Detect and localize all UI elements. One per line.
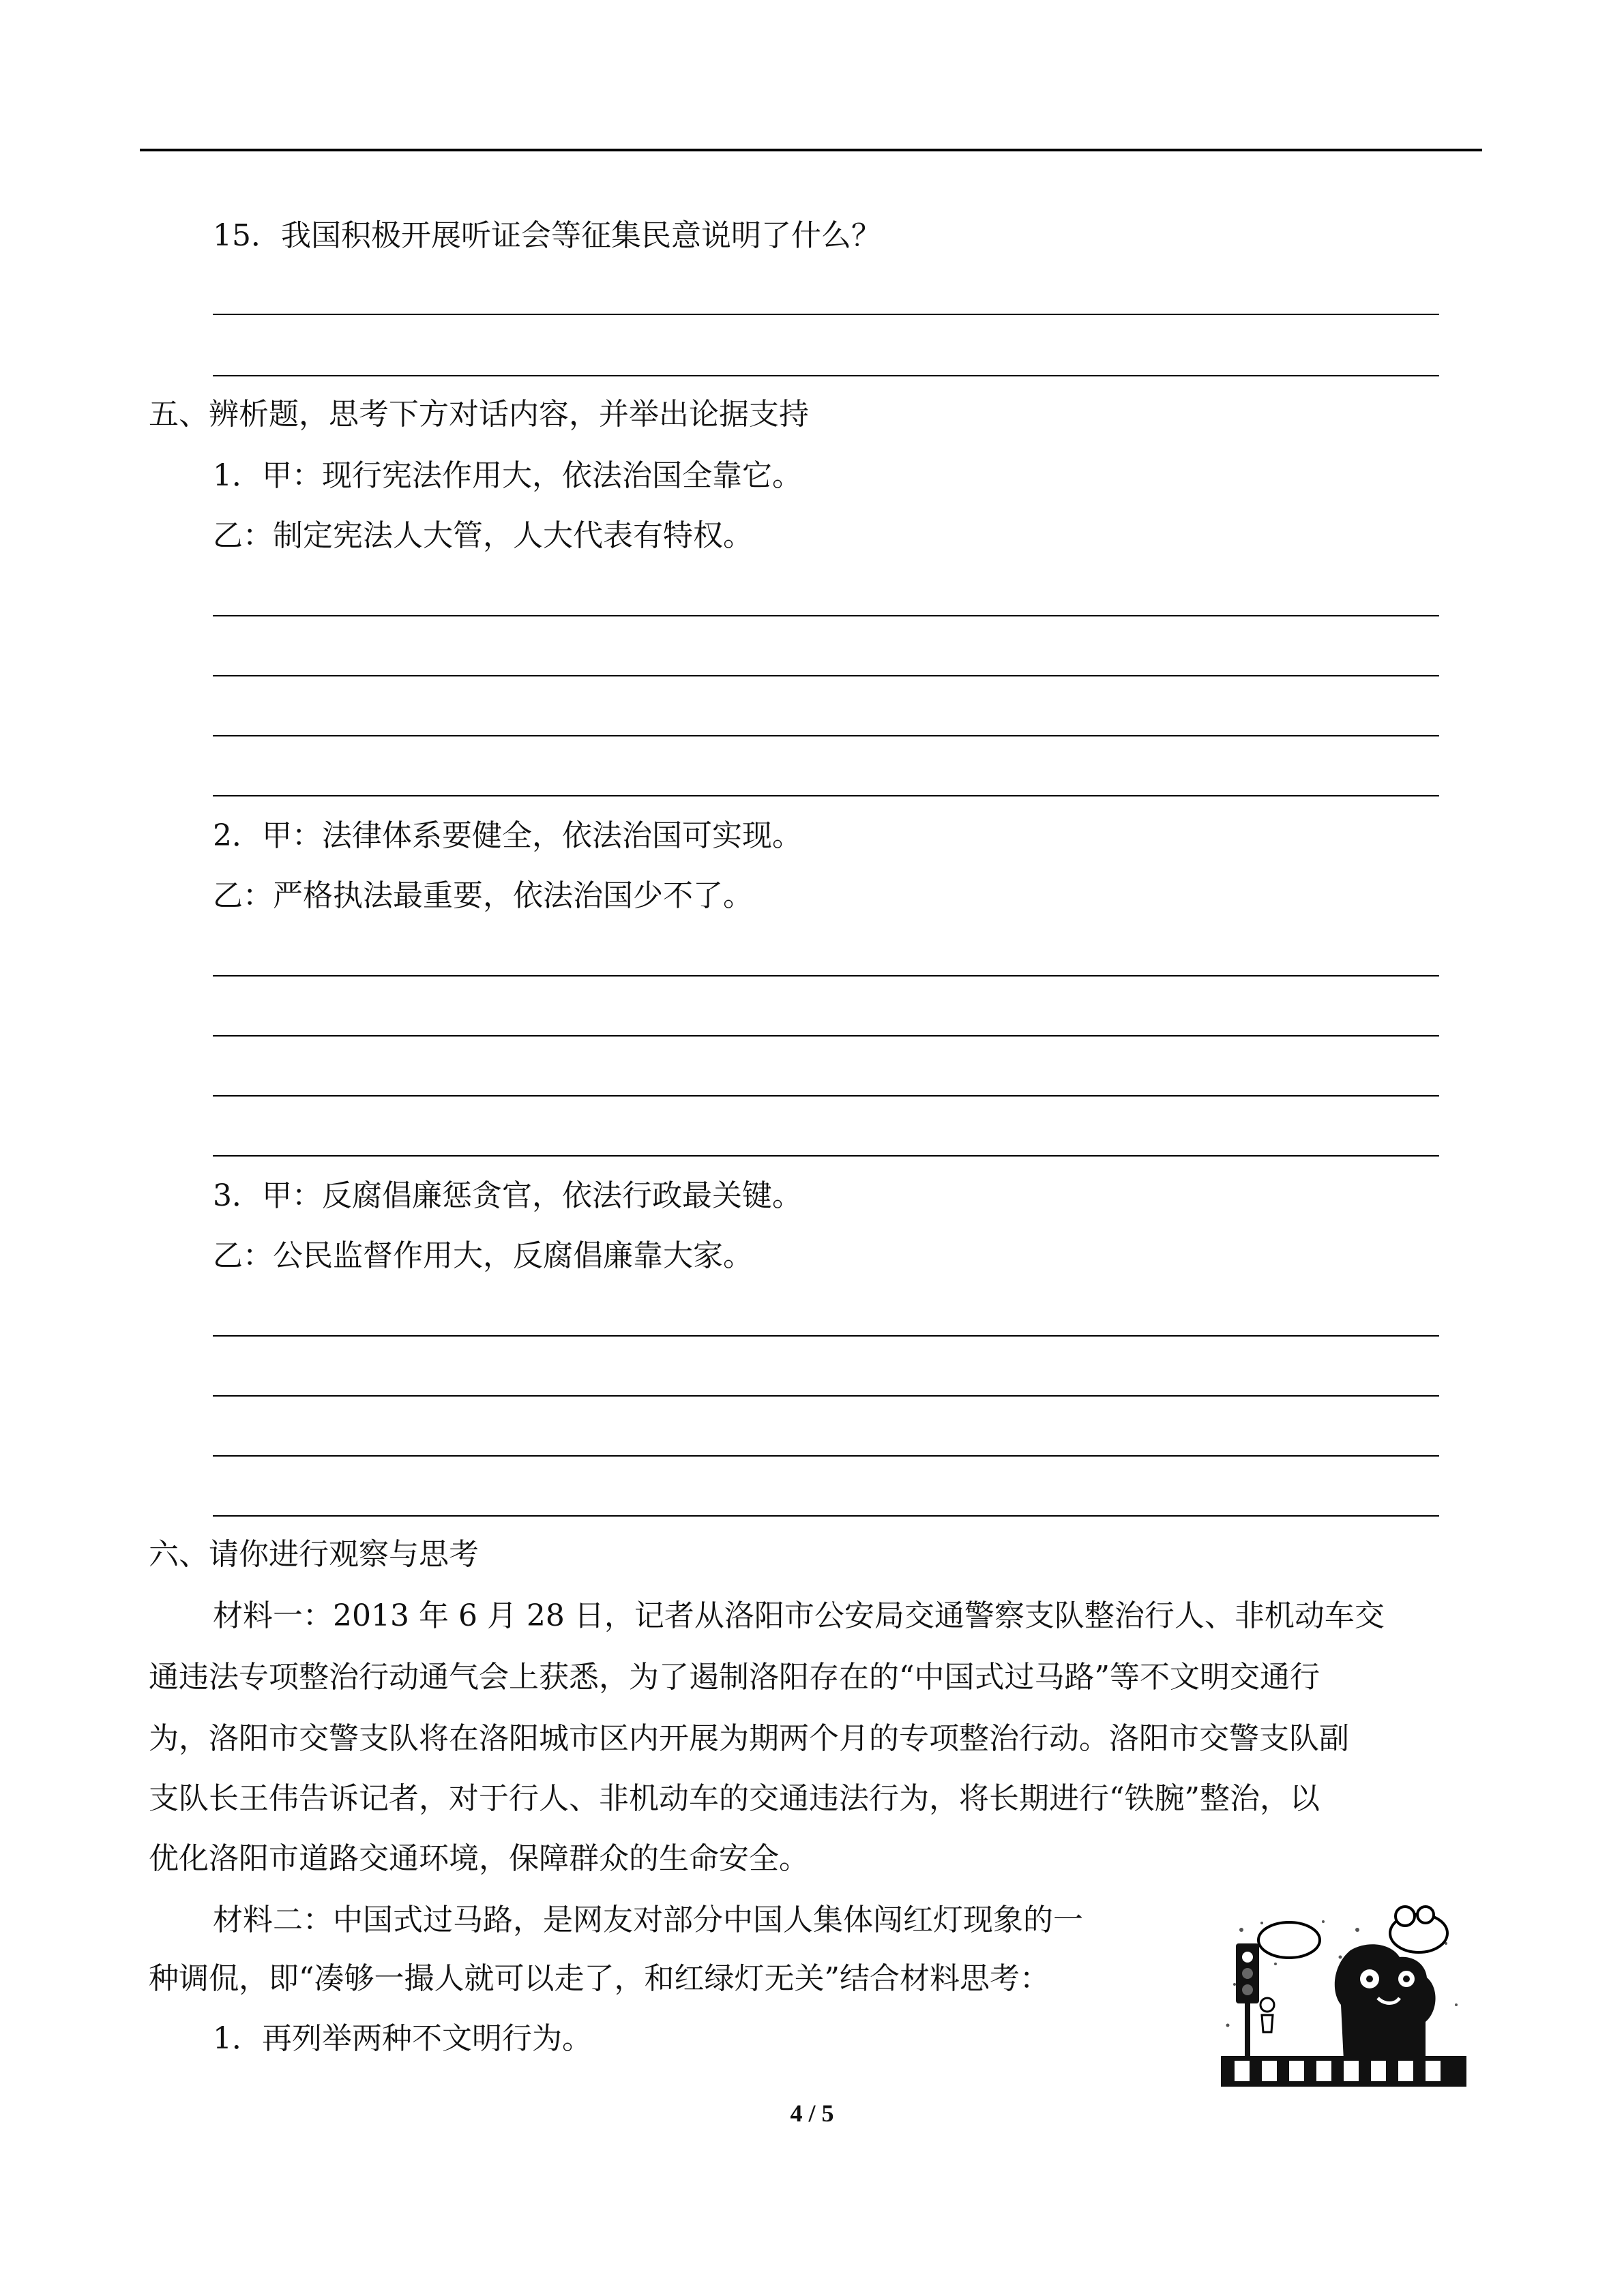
material-1-line: 通违法专项整治行动通气会上获悉，为了遏制洛阳存在的“中国式过马路”等不文明交通行 — [149, 1660, 1320, 1695]
section-6-heading: 六、请你进行观察与思考 — [149, 1537, 479, 1572]
answer-line[interactable] — [213, 675, 1439, 676]
section-5-heading: 五、辨析题，思考下方对话内容，并举出论据支持 — [149, 397, 809, 432]
answer-line[interactable] — [213, 795, 1439, 796]
material-2-line: 种调侃，即“凑够一撮人就可以走了，和红绿灯无关”结合材料思考： — [149, 1961, 1050, 1996]
answer-line[interactable] — [213, 314, 1439, 315]
answer-line[interactable] — [213, 1155, 1439, 1157]
page-number: 4 / 5 — [790, 2100, 834, 2127]
header-rule — [140, 149, 1482, 151]
answer-line[interactable] — [213, 1035, 1439, 1037]
section-6-question-1: 1．再列举两种不文明行为。 — [213, 2021, 592, 2056]
item-3-yi: 乙：公民监督作用大，反腐倡廉靠大家。 — [213, 1238, 753, 1273]
answer-line[interactable] — [213, 1395, 1439, 1397]
material-1-line: 为，洛阳市交警支队将在洛阳城市区内开展为期两个月的专项整治行动。洛阳市交警支队副 — [149, 1721, 1349, 1756]
jaywalking-cartoon-image — [1221, 1903, 1466, 2087]
item-2-jia: 2．甲：法律体系要健全，依法治国可实现。 — [213, 818, 802, 853]
item-3-jia: 3．甲：反腐倡廉惩贪官，依法行政最关键。 — [213, 1178, 802, 1213]
material-1-line: 材料一：2013 年 6 月 28 日，记者从洛阳市公安局交通警察支队整治行人、非机动车交 — [213, 1598, 1385, 1633]
answer-line[interactable] — [213, 735, 1439, 736]
question-15-prompt: 15．我国积极开展听证会等征集民意说明了什么？ — [213, 218, 881, 253]
item-2-yi: 乙：严格执法最重要，依法治国少不了。 — [213, 878, 753, 913]
item-1-jia: 1．甲：现行宪法作用大，依法治国全靠它。 — [213, 458, 802, 493]
material-2-line: 材料二：中国式过马路，是网友对部分中国人集体闯红灯现象的一 — [213, 1903, 1083, 1937]
answer-line[interactable] — [213, 615, 1439, 616]
answer-line[interactable] — [213, 1095, 1439, 1097]
answer-line[interactable] — [213, 975, 1439, 976]
answer-line[interactable] — [213, 1455, 1439, 1457]
answer-line[interactable] — [213, 375, 1439, 376]
item-1-yi: 乙：制定宪法人大管，人大代表有特权。 — [213, 518, 753, 553]
material-1-line: 优化洛阳市道路交通环境，保障群众的生命安全。 — [149, 1841, 809, 1876]
answer-line[interactable] — [213, 1335, 1439, 1337]
material-1-line: 支队长王伟告诉记者，对于行人、非机动车的交通违法行为，将长期进行“铁腕”整治，以 — [149, 1781, 1320, 1816]
answer-line[interactable] — [213, 1515, 1439, 1517]
